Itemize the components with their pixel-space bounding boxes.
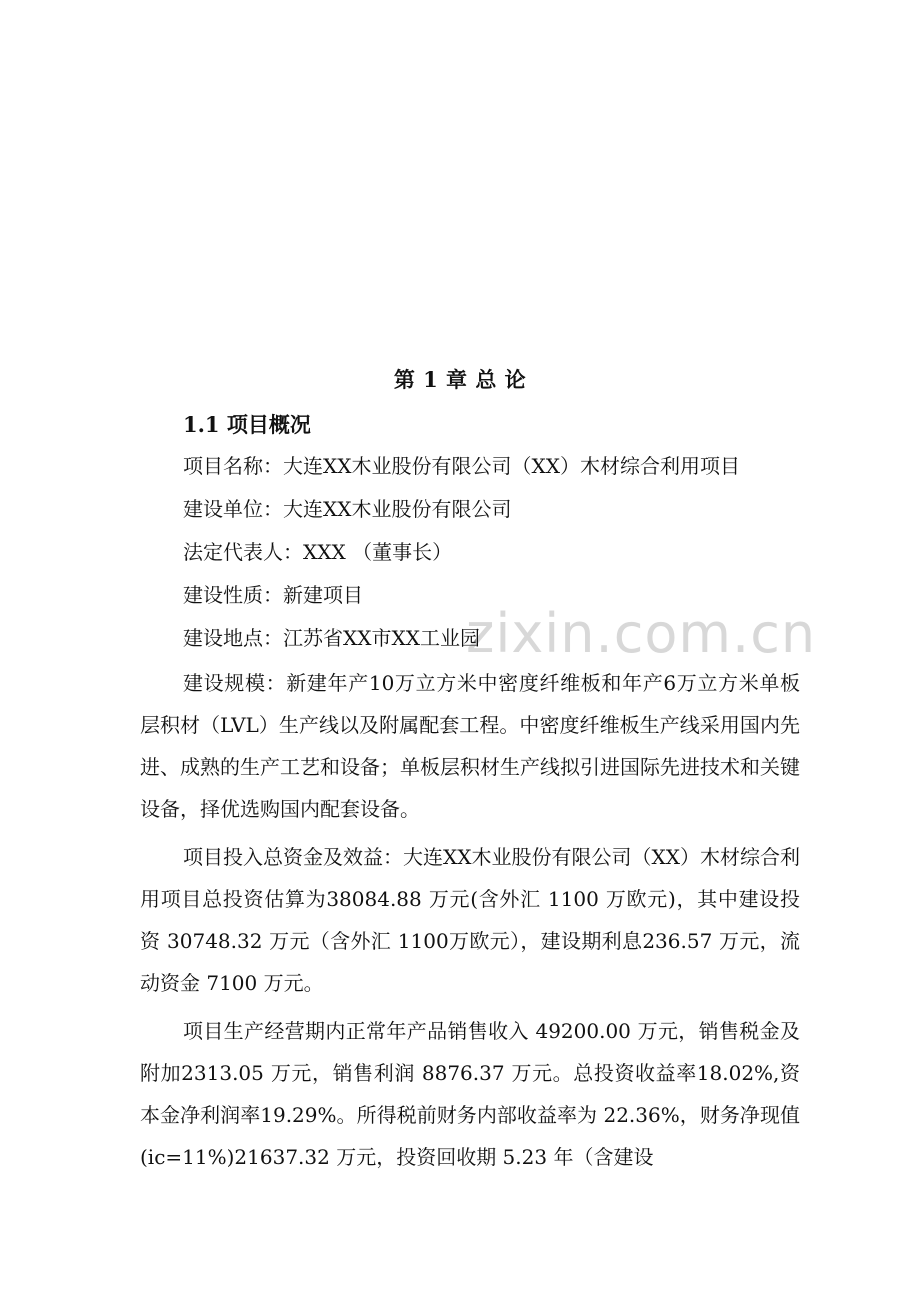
construction-location-line: 建设地点：江苏省XX市XX工业园 xyxy=(183,626,480,650)
chapter-title: 第 1 章 总 论 xyxy=(393,367,527,392)
construction-nature-line: 建设性质：新建项目 xyxy=(183,583,363,607)
construction-unit-line: 建设单位：大连XX木业股份有限公司 xyxy=(183,497,512,521)
construction-scale-paragraph: 建设规模：新建年产10万立方米中密度纤维板和年产6万立方米单板层积材（LVL）生产线以及附属配套工程。中密度纤维板生产线采用国内先进、成熟的生产工艺和设备；单板层积材生产线拟引进国际先进技术和关键设备，择优选购国内配套设备。 xyxy=(140,671,800,821)
section-heading: 1.1 项目概况 xyxy=(183,412,311,437)
investment-paragraph: 项目投入总资金及效益：大连XX木业股份有限公司（XX）木材综合利用项目总投资估算为38084.88 万元(含外汇 1100 万欧元)，其中建设投资 30748.32 万元（含外汇 1100万欧元），建设期利息236.57 万元，流动资金 7100 万元。 xyxy=(140,845,800,995)
legal-representative-line: 法定代表人：XXX （董事长） xyxy=(183,540,453,564)
operations-paragraph: 项目生产经营期内正常年产品销售收入 49200.00 万元，销售税金及附加2313.05 万元，销售利润 8876.37 万元。总投资收益率18.02%,资本金净利润率19.29%。所得税前财务内部收益率为 22.36%，财务净现值(ic=11%)21637.32 万元，投资回收期 5.23 年（含建设 xyxy=(140,1019,800,1169)
project-name-line: 项目名称：大连XX木业股份有限公司（XX）木材综合利用项目 xyxy=(183,454,740,478)
watermark: zixin.com.cn xyxy=(466,602,817,665)
